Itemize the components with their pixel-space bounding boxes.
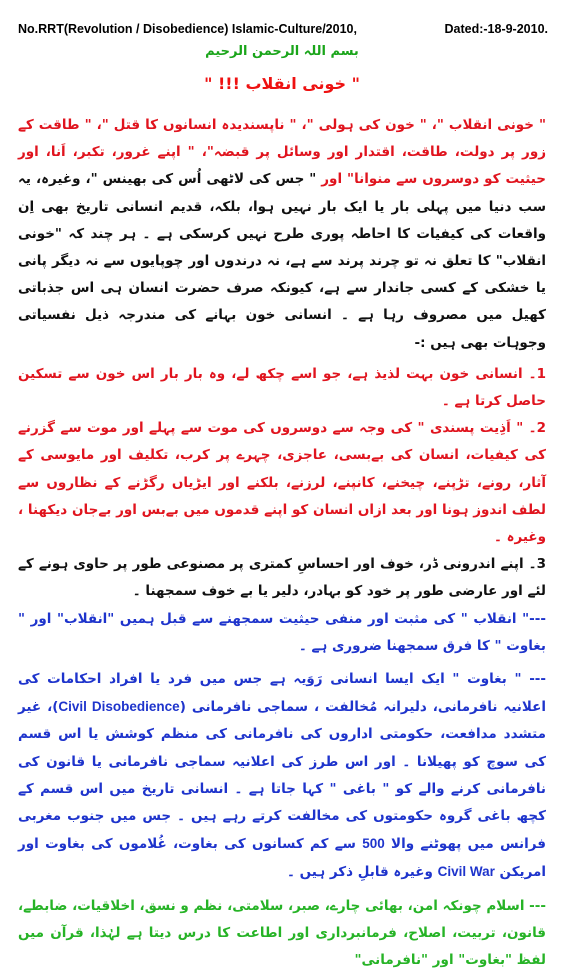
reason-point-1: 1۔ انسانی خون بہت لذیذ ہے، جو اسے چکھ لے، وہ بار بار اس خون سے تسکین حاصل کرتا ہے ۔: [18, 365, 546, 410]
page-title: " خونی انقلاب !!! ": [204, 74, 360, 93]
reference-number: No.RRT(Revolution / Disobedience) Islamic-Culture/2010,: [18, 22, 357, 36]
rebellion-text-2: )، غیر متشدد مدافعت، حکومتی اداروں کی نافرمانی کی منظم کوشش یا اس قسم کی سوچ کو پھیلانا ۔ اور اس طرز کی اعلانیہ سماجی نافرمانی یا قانون کی نافرمانی کرنے والے کو " باغی " کہا جاتا ہے ۔ انسانی تاریخ میں اس قسم کے کچھ باغی گروہ حکومتوں کی مخالفت کرتے رہے ہیں ۔ جس میں جنوب مغربی فرانس میں پھوٹنے والا: [18, 699, 546, 853]
rebellion-text-4: وغیرہ قابلِ ذکر ہیں ۔: [286, 864, 438, 881]
civil-disobedience-term: Civil Disobedience: [58, 699, 180, 715]
rebellion-definition-paragraph: [18, 666, 546, 887]
intro-paragraph: [18, 112, 546, 357]
intro-dark-text: " جس کی لاٹھی اُس کی بھینس "، وغیرہ، یہ سب دنیا میں پہلی بار یا ایک بار نہیں ہوا، بلکہ، قدیم انسانی تاریخ بھی اِن واقعات کی کیفیات کا احاطہ پوری طرح نہیں کرسکی ہے ۔ ہر چند کہ "خونی انقلاب" کا تعلق نہ تو چرند پرند سے ہے، نہ درندوں اور چوپایوں سے نہ دیگر پانی یا خشکی کے کسی جاندار سے ہے، کیونکہ صرف حضرت انسان ہی اس جذباتی کھیل میں مصروف رہا ہے ۔ انسانی خون بہانے کی مندرجہ ذیل نفسیاتی وجوہات بھی ہیں :-: [18, 171, 546, 351]
article-body: [18, 112, 546, 974]
islam-paragraph: --- اسلام چونکہ امن، بھائی چارے، صبر، سلامتی، نظم و نسق، اخلاقیات، ضابطے، قانون، تربیت، اصلاح، فرمانبرداری اور اطاعت کا درس دیتا ہے لہٰذا، قرآن میں لفظ "بغاوت" اور "نافرمانی": [18, 897, 546, 969]
reason-point-3: 3۔ اپنے اندرونی ڈر، خوف اور احساسِ کمتری پر مصنوعی طور پر حاوی ہونے کے لئے اور عارضی طور پر خود کو بہادر، دلیر یا بے خوف سمجھنا ۔: [18, 556, 546, 600]
rebellion-text-3: سے کم کسانوں کی بغاوت، غُلاموں کی بغاوت اور امریکن: [18, 836, 546, 881]
document-header: [18, 22, 548, 36]
revolution-vs-rebellion-paragraph: ---" انقلاب " کی مثبت اور منفی حیثیت سمجھنے سے قبل ہمیں "انقلاب" اور " بغاوت " کا فرق سمجھنا ضروری ہے ۔: [18, 610, 546, 654]
rebellion-text-1: --- " بغاوت " ایک ایسا انسانی رَوَیہ ہے جس میں فرد یا افراد احکامات کی اعلانیہ نافرمانی، دلیرانہ مُخالفت ، سماجی نافرمانی (: [18, 671, 546, 716]
document-date: Dated:-18-9-2010.: [444, 22, 548, 36]
reason-point-2: 2۔ " اَذِیت پسندی " کی وجہ سے دوسروں کی موت سے پہلے اور موت سے گزرنے کی کیفیات، انسان کی بےبسی، عاجزی، چہرے پر کرب، تکلیف اور مایوسی کے آثار، رونے، تڑپنے، چیخنے، کانپنے، لرزنے، بلکنے اور ایڑیاں رگڑنے کے نظاروں سے لطف اندوز ہونا اور بعد ازاں انسان کو اپنے قدموں میں بےبس اور بےجان دیکھنا ، وغیرہ ۔: [18, 420, 546, 546]
intro-red-text: " خونی انقلاب "، " خون کی ہولی "، " ناپسندیدہ انسانوں کا قتل "، " طاقت کے زور پر دولت، طاقت، اقتدار اور وسائل پر قبضہ"، " اپنے غرور، تکبر، اَنا، اور حیثیت کو دوسروں سے منوانا" اور: [18, 117, 546, 188]
civil-war-term: Civil War: [437, 864, 495, 880]
bismillah: بسم اللہ الرحمن الرحیم: [205, 44, 359, 59]
peasant-count: 500: [362, 836, 385, 852]
